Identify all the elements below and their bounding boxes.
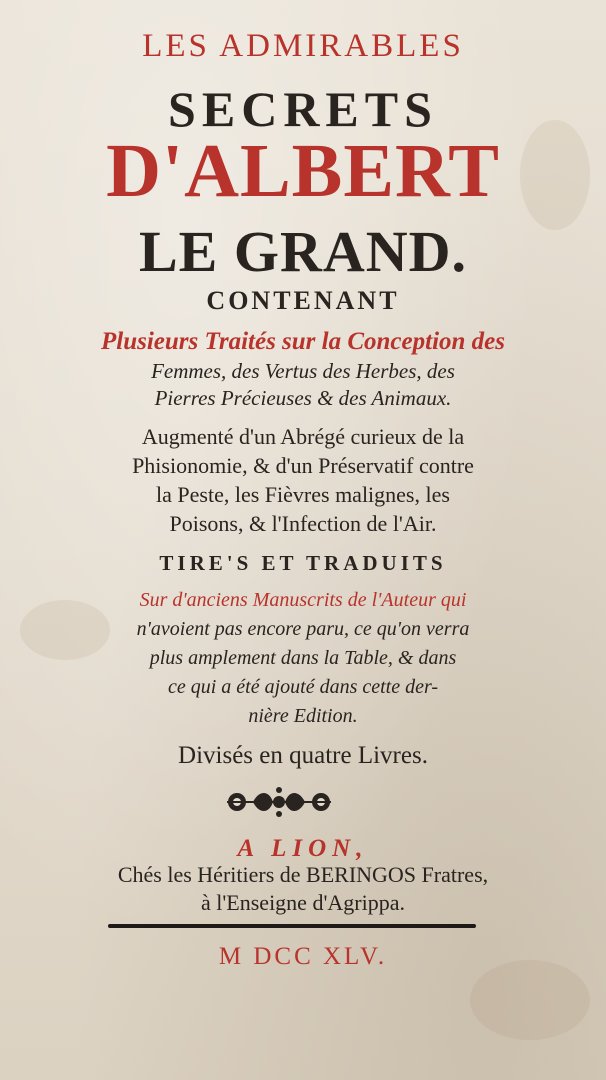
source-line-3: plus amplement dans la Table, & dans [149, 647, 457, 669]
subtitle-line-2: Femmes, des Vertus des Herbes, des [151, 359, 455, 383]
imprint-rule [108, 924, 476, 928]
heading-tires-et-traduits: TIRE'S ET TRADUITS [159, 551, 447, 575]
source-line-4: ce qui a été ajouté dans cette der- [167, 676, 439, 698]
description-line-4: Poisons, & l'Infection de l'Air. [169, 511, 437, 536]
description-line-3: la Peste, les Fièvres malignes, les [156, 482, 450, 507]
imprint-sign: à l'Enseigne d'Agrippa. [200, 890, 406, 915]
imprint-publisher: Chés les Héritiers de BERINGOS Fratres, [117, 862, 489, 887]
subtitle-line-1: Plusieurs Traités sur la Conception des [101, 328, 505, 355]
imprint-city: A LION, [237, 835, 369, 862]
description-line-2: Phisionomie, & d'un Préservatif contre [132, 453, 474, 478]
source-line-2: n'avoient pas encore paru, ce qu'on verra [136, 618, 470, 640]
title-line-secrets: SECRETS [168, 81, 438, 137]
divisions-line: Divisés en quatre Livres. [178, 742, 428, 769]
title-line-dalbert: D'ALBERT [106, 129, 500, 213]
subtitle-line-3: Pierres Précieuses & des Animaux. [154, 386, 452, 410]
title-line-le-grand: LE GRAND. [138, 219, 468, 284]
description-line-1: Augmenté d'un Abrégé curieux de la [141, 424, 465, 449]
imprint-date: M DCC XLV. [218, 943, 388, 970]
source-line-1: Sur d'anciens Manuscrits de l'Auteur qui [139, 589, 467, 611]
title-line-contenant: CONTENANT [206, 286, 400, 315]
floral-ornament-icon [223, 784, 335, 820]
title-line-les-admirables: LES ADMIRABLES [142, 28, 464, 64]
paper-stain [470, 960, 590, 1040]
source-line-5: nière Edition. [248, 705, 358, 727]
